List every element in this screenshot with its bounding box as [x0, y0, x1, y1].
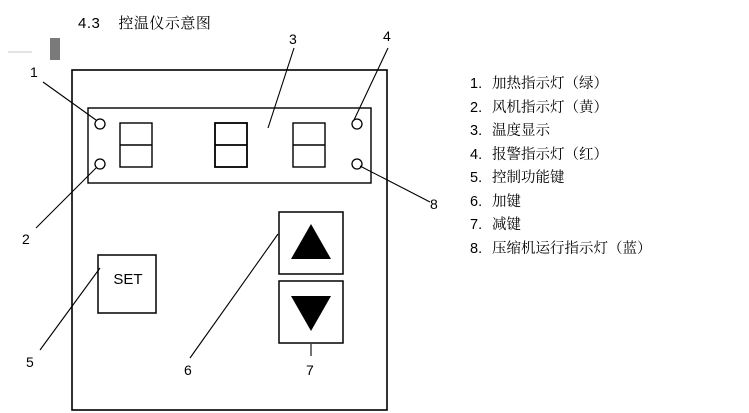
- legend-item-index: 6.: [470, 193, 483, 210]
- legend-item-index: 8.: [470, 240, 483, 257]
- legend-item-label: 减键: [492, 217, 521, 233]
- legend-item-label: 加热指示灯（绿）: [492, 76, 608, 92]
- legend-item-label: 风机指示灯（黄）: [492, 99, 608, 116]
- legend-item: [470, 73, 745, 97]
- indicator-light-alarm: [352, 119, 362, 129]
- display-digits: [120, 123, 325, 167]
- grey-marker: [50, 38, 60, 60]
- legend-item: [470, 214, 745, 238]
- callout-3: 3: [289, 31, 297, 47]
- page-title-text: 控温仪示意图: [118, 15, 212, 32]
- legend-item-index: 3.: [470, 123, 483, 139]
- legend-item: [470, 144, 745, 168]
- indicator-light-heat: [95, 119, 105, 129]
- legend-item-label: 压缩机运行指示灯（蓝）: [492, 240, 652, 257]
- legend-item-label: 控制功能键: [492, 170, 565, 186]
- legend-list: [470, 73, 745, 261]
- legend-item-label: 加键: [492, 193, 521, 210]
- callout-7: 7: [306, 362, 314, 378]
- indicator-light-fan: [95, 159, 105, 169]
- legend-item: [470, 191, 745, 215]
- legend-item-index: 5.: [470, 170, 483, 186]
- legend-item: [470, 167, 745, 191]
- indicator-light-compressor: [352, 159, 362, 169]
- set-button-label: SET: [113, 271, 143, 288]
- legend-item-index: 7.: [470, 217, 483, 233]
- legend-item: [470, 120, 745, 144]
- legend-item-index: 4.: [470, 146, 483, 163]
- legend-item-label: 报警指示灯（红）: [492, 146, 608, 163]
- callout-6: 6: [184, 362, 192, 378]
- legend-item: [470, 97, 745, 121]
- legend-item-index: 1.: [470, 76, 483, 92]
- legend-item-index: 2.: [470, 99, 483, 116]
- legend-item-label: 温度显示: [492, 123, 550, 139]
- callout-8: 8: [430, 196, 438, 212]
- callout-4: 4: [383, 28, 391, 44]
- legend-item: [470, 238, 745, 262]
- page-title-number: 4.3: [78, 15, 101, 32]
- page-title: [78, 12, 211, 33]
- callout-5: 5: [26, 354, 34, 370]
- callout-2: 2: [22, 231, 30, 247]
- callout-1: 1: [30, 64, 38, 80]
